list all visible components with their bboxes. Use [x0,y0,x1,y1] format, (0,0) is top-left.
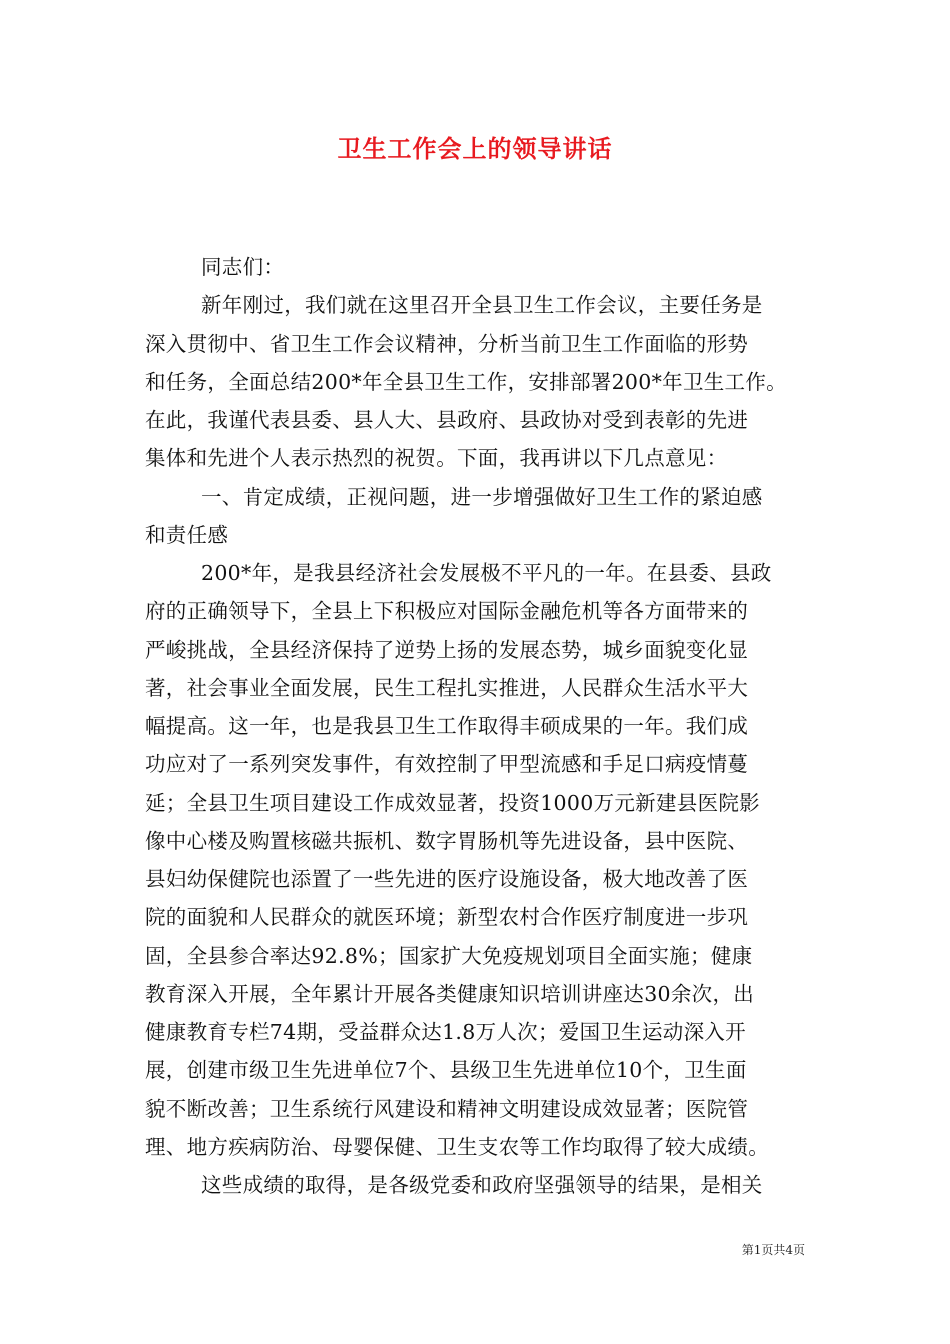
text-line: 固，全县参合率达92.8%；国家扩大免疫规划项目全面实施；健康 [145,943,753,968]
text-line: 像中心楼及购置核磁共振机、数字胃肠机等先进设备，县中医院、 [145,828,749,853]
text-line: 教育深入开展，全年累计开展各类健康知识培训讲座达30余次，出 [145,981,755,1006]
page-number: 第1页共4页 [741,1243,805,1257]
text-line: 县妇幼保健院也添置了一些先进的医疗设施设备，极大地改善了医 [145,867,749,891]
text-line: 这些成绩的取得，是各级党委和政府坚强领导的结果，是相关 [201,1173,763,1197]
text-line: 严峻挑战，全县经济保持了逆势上扬的发展态势，城乡面貌变化显 [145,637,749,662]
text-line: 在此，我谨代表县委、县人大、县政府、县政协对受到表彰的先进 [145,408,749,432]
section-heading-line: 和责任感 [145,522,229,547]
text-line: 理、地方疾病防治、母婴保健、卫生支农等工作均取得了较大成绩。 [145,1134,769,1159]
text-line: 健康教育专栏74期，受益群众达1.8万人次；爱国卫生运动深入开 [145,1020,746,1044]
text-line: 府的正确领导下，全县上下积极应对国际金融危机等各方面带来的 [145,599,749,624]
page-title: 卫生工作会上的领导讲话 [337,134,613,163]
text-line: 幅提高。这一年，也是我县卫生工作取得丰硕成果的一年。我们成 [145,714,749,738]
text-line: 功应对了一系列突发事件，有效控制了甲型流感和手足口病疫情蔓 [145,752,749,777]
text-line: 集体和先进个人表示热烈的祝贺。下面，我再讲以下几点意见： [145,446,728,471]
text-line: 深入贯彻中、省卫生工作会议精神，分析当前卫生工作面临的形势 [145,331,749,356]
text-line: 和任务，全面总结200*年全县卫生工作，安排部署200*年卫生工作。 [145,369,787,394]
section-heading-line: 一、肯定成绩，正视问题，进一步增强做好卫生工作的紧迫感 [201,484,763,509]
text-line: 著，社会事业全面发展，民生工程扎实推进，人民群众生活水平大 [145,675,749,700]
text-line: 新年刚过，我们就在这里召开全县卫生工作会议，主要任务是 [201,293,763,318]
text-line-salutation: 同志们： [201,255,285,279]
text-line: 延；全县卫生项目建设工作成效显著，投资1000万元新建县医院影 [145,790,760,815]
text-line: 院的面貌和人民群众的就医环境；新型农村合作医疗制度进一步巩 [145,905,749,930]
text-line: 展，创建市级卫生先进单位7个、县级卫生先进单位10个，卫生面 [145,1058,747,1083]
document-body [145,248,807,1204]
text-line: 200*年，是我县经济社会发展极不平凡的一年。在县委、县政 [201,561,772,585]
text-line: 貌不断改善；卫生系统行风建设和精神文明建设成效显著；医院管 [145,1096,749,1121]
